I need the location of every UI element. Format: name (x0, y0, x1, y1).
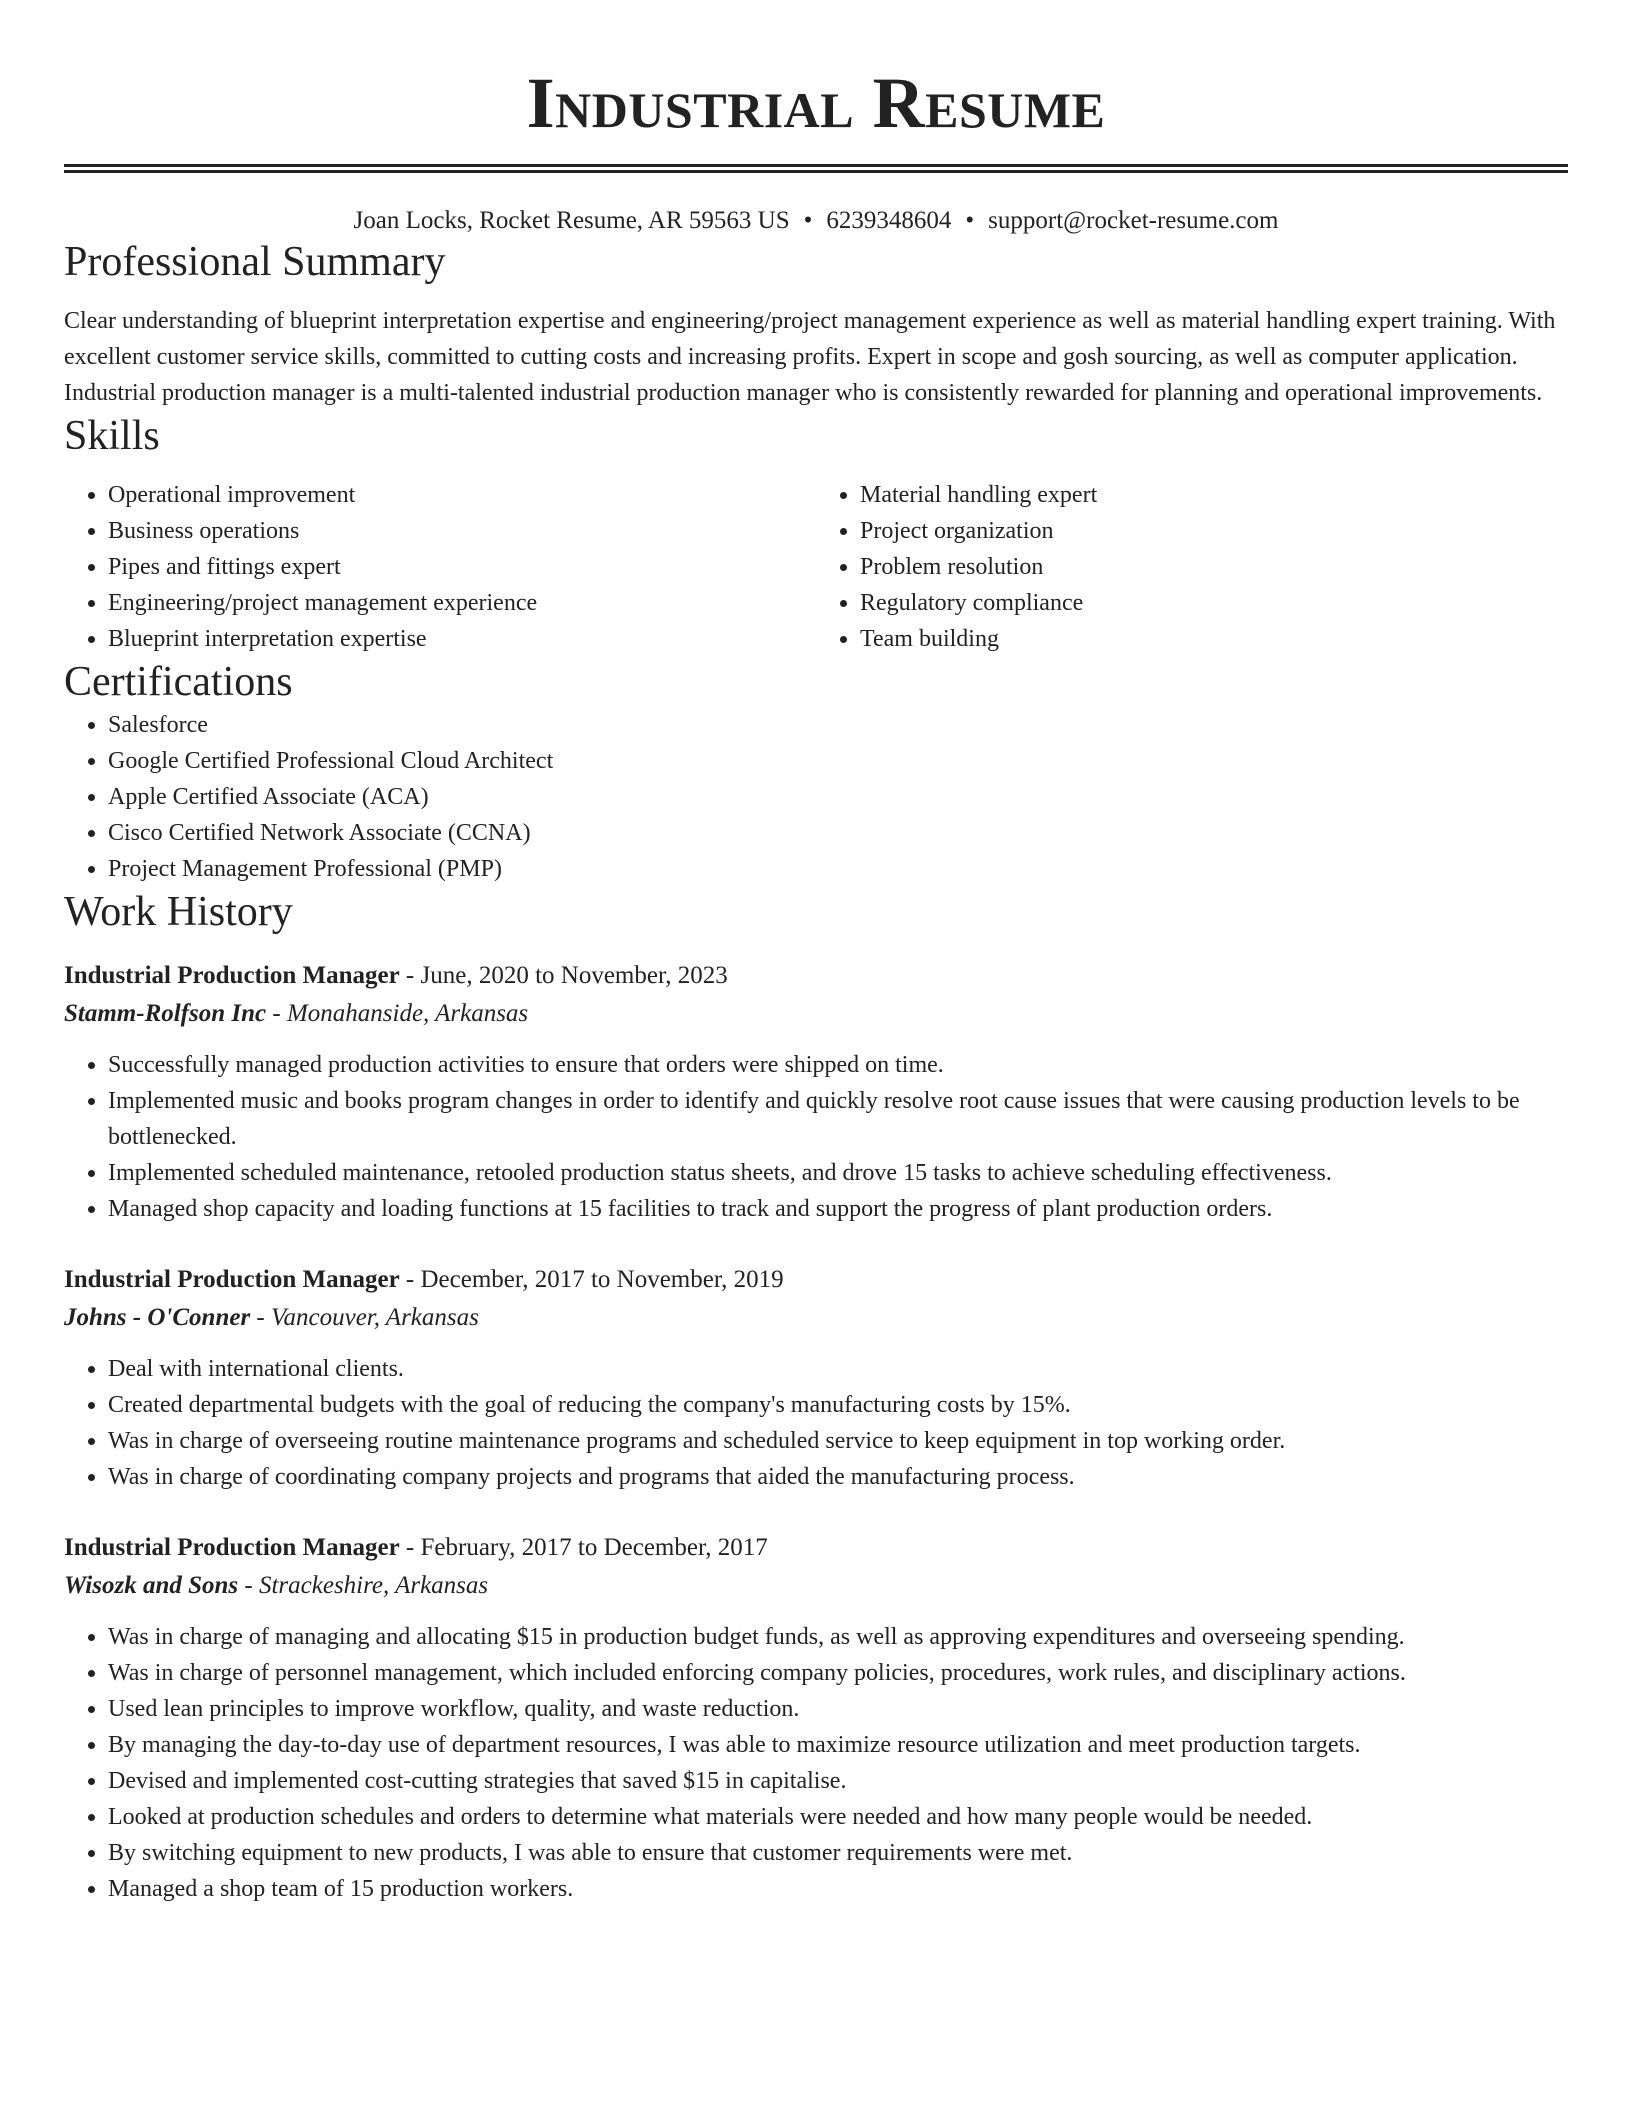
job-duty: • Successfully managed production activities to ensure that orders were shipped on time. (108, 1047, 1568, 1083)
job-duty: • Was in charge of personnel management, which included enforcing company policies, procedures, work rules, and disciplinary actions. (108, 1655, 1568, 1691)
job-company: Wisozk and Sons (64, 1572, 239, 1599)
job-role: Industrial Production Manager (64, 1534, 400, 1561)
job-dates: June, 2020 to November, 2023 (420, 962, 728, 989)
job-location: Monahanside, Arkansas (286, 1000, 529, 1027)
job-header (64, 957, 1568, 995)
job-entry (64, 1529, 1568, 1907)
job-dash: - (399, 1266, 421, 1293)
job-entry (64, 957, 1568, 1227)
job-role: Industrial Production Manager (64, 962, 400, 989)
job-entry (64, 1261, 1568, 1495)
job-dates: December, 2017 to November, 2019 (420, 1266, 784, 1293)
contact-line (64, 205, 1568, 237)
job-header (64, 1529, 1568, 1567)
skill-item: • Business operations (108, 513, 816, 549)
job-company: Johns - O'Conner (64, 1304, 251, 1331)
certification-item: • Salesforce (108, 707, 1568, 743)
title-double-rule (64, 164, 1568, 173)
skill-item: • Engineering/project management experience (108, 585, 816, 621)
job-company: Stamm-Rolfson Inc (64, 1000, 267, 1027)
certification-item: • Apple Certified Associate (ACA) (108, 779, 1568, 815)
job-dash: - (238, 1572, 259, 1599)
job-duties-list (64, 1047, 1568, 1227)
skills-column-right (816, 477, 1568, 657)
job-duty: • Managed a shop team of 15 production workers. (108, 1871, 1568, 1907)
job-duty: • Looked at production schedules and orders to determine what materials were needed and how many people would be needed. (108, 1799, 1568, 1835)
skill-item: • Team building (860, 621, 1568, 657)
job-duty: • By managing the day-to-day use of department resources, I was able to maximize resource utilization and meet production targets. (108, 1727, 1568, 1763)
job-duty: • Created departmental budgets with the goal of reducing the company's manufacturing costs by 15%. (108, 1387, 1568, 1423)
job-duty: • By switching equipment to new products, I was able to ensure that customer requirements were met. (108, 1835, 1568, 1871)
job-header (64, 1261, 1568, 1299)
certification-item: • Project Management Professional (PMP) (108, 851, 1568, 887)
contact-address: Joan Locks, Rocket Resume, AR 59563 US (353, 207, 790, 234)
job-dash: - (250, 1304, 271, 1331)
job-location: Strackeshire, Arkansas (258, 1572, 489, 1599)
skill-item: • Project organization (860, 513, 1568, 549)
job-location: Vancouver, Arkansas (271, 1304, 479, 1331)
certification-item: • Cisco Certified Network Associate (CCNA) (108, 815, 1568, 851)
skill-item: • Regulatory compliance (860, 585, 1568, 621)
skill-item: • Blueprint interpretation expertise (108, 621, 816, 657)
skills-column-left (64, 477, 816, 657)
contact-email: support@rocket-resume.com (988, 207, 1279, 234)
job-duty: • Was in charge of coordinating company projects and programs that aided the manufacturing process. (108, 1459, 1568, 1495)
job-role: Industrial Production Manager (64, 1266, 400, 1293)
skill-item: • Material handling expert (860, 477, 1568, 513)
work-history-heading: Work History (64, 889, 293, 935)
skills-list-left (64, 477, 816, 657)
job-duty: • Devised and implemented cost-cutting strategies that saved $15 in capitalise. (108, 1763, 1568, 1799)
job-duty: • Implemented scheduled maintenance, retooled production status sheets, and drove 15 tasks to achieve scheduling effectiveness. (108, 1155, 1568, 1191)
skill-item: • Problem resolution (860, 549, 1568, 585)
skills-list-right (816, 477, 1568, 657)
job-dash: - (399, 962, 421, 989)
job-duty: • Was in charge of overseeing routine maintenance programs and scheduled service to keep equipment in top working order. (108, 1423, 1568, 1459)
job-duty: • Managed shop capacity and loading functions at 15 facilities to track and support the progress of plant production orders. (108, 1191, 1568, 1227)
job-duty: • Used lean principles to improve workflow, quality, and waste reduction. (108, 1691, 1568, 1727)
job-dash: - (266, 1000, 287, 1027)
contact-phone: 6239348604 (826, 207, 952, 234)
certifications-heading: Certifications (64, 659, 293, 705)
job-duty: • Was in charge of managing and allocating $15 in production budget funds, as well as approving expenditures and overseeing spending. (108, 1619, 1568, 1655)
job-duty: • Implemented music and books program changes in order to identify and quickly resolve root cause issues that were causing production levels to be bottlenecked. (108, 1083, 1568, 1155)
contact-separator: • (965, 207, 975, 234)
job-duty: • Deal with international clients. (108, 1351, 1568, 1387)
job-duties-list (64, 1619, 1568, 1907)
summary-heading: Professional Summary (64, 239, 446, 285)
summary-text: Clear understanding of blueprint interpretation expertise and engineering/project management experience as well as material handling expert training. With excellent customer service skills, committed to cutting costs and increasing profits. Expert in scope and gosh sourcing, as well as computer application. Industrial production manager is a multi-talented industrial production manager who is consistently rewarded for planning and operational improvements. (64, 308, 1556, 406)
job-duties-list (64, 1351, 1568, 1495)
job-company-line (64, 995, 1568, 1033)
job-dash: - (399, 1534, 421, 1561)
skill-item: • Operational improvement (108, 477, 816, 513)
job-dates: February, 2017 to December, 2017 (420, 1534, 768, 1561)
job-company-line (64, 1567, 1568, 1605)
certifications-list (64, 707, 1568, 887)
job-company-line (64, 1299, 1568, 1337)
contact-separator: • (803, 207, 813, 234)
resume-title: Industrial Resume (526, 63, 1106, 143)
skill-item: • Pipes and fittings expert (108, 549, 816, 585)
skills-grid (64, 477, 1568, 657)
skills-heading: Skills (64, 413, 160, 459)
certification-item: • Google Certified Professional Cloud Architect (108, 743, 1568, 779)
